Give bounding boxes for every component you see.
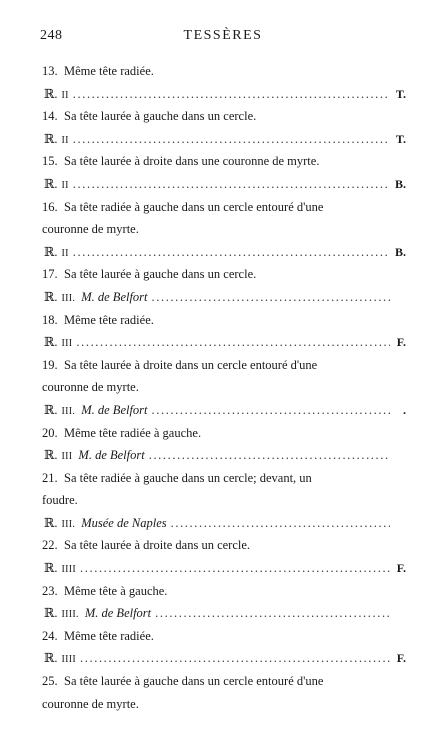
entry-description-text: Sa tête laurée à gauche dans un cercle entouré d'une [64,674,324,689]
running-title: TESSÈRES [183,28,263,43]
entry-reverse-line [42,331,406,354]
entry-description-line [42,60,406,83]
reverse-numeral: IIII. [61,609,79,621]
entry-description-text: Même tête à gauche. [64,583,168,598]
entry-description-line [42,263,406,286]
reverse-symbol: ℝ. [44,244,58,259]
entry-number: 18. [42,312,58,327]
reverse-numeral: III [61,451,73,463]
reverse-numeral: IIII [61,654,77,666]
entry-reverse-line [42,557,406,580]
entry-number: 14. [42,109,58,124]
collection-name: Musée de Naples [81,515,167,530]
entry-reverse-line [42,399,406,422]
entry-description-text: Même tête radiée. [64,64,154,78]
entry-number: 17. [42,267,58,282]
entry-description-text: Sa tête laurée à droite dans une couronne de myrte. [64,154,320,169]
collection-name: M. de Belfort [84,606,152,621]
entry-description-line [42,150,406,173]
catalogue-entry [42,580,406,625]
entry-description-line [42,625,406,648]
entry-number: 23. [42,583,58,598]
entry-number: 21. [42,470,58,485]
entries-list [42,60,406,715]
dot-leader [149,444,390,467]
reverse-symbol: ℝ. [44,131,58,146]
entry-number: 13. [42,64,58,78]
entry-description-line [42,670,406,693]
entry-description-line [42,309,406,332]
reverse-symbol: ℝ. [44,402,58,417]
reverse-symbol: ℝ. [44,606,58,621]
catalogue-entry [42,60,406,105]
reverse-numeral: II [61,179,69,191]
entry-description-line [42,354,406,377]
entry-number: 15. [42,154,58,169]
entry-description-line [42,376,406,399]
entry-reverse-line [42,128,406,151]
entry-description-line [42,580,406,603]
reverse-symbol: ℝ. [44,289,58,304]
dot-leader [152,399,390,422]
entry-number: 20. [42,425,58,440]
reverse-numeral: II [61,247,69,259]
entry-description-text: couronne de myrte. [42,222,139,237]
entry-reverse-line [42,83,406,106]
entry-description-text: Sa tête laurée à droite dans un cercle. [64,538,251,553]
reverse-numeral: II [61,134,69,146]
entry-description-line [42,422,406,445]
entry-description-text: Sa tête laurée à gauche dans un cercle. [64,267,257,282]
reverse-symbol: ℝ. [44,651,58,666]
page-header [40,28,406,46]
dot-leader [73,83,390,106]
entry-reverse-line [42,444,406,467]
reverse-numeral: III. [61,292,76,304]
entry-description-line [42,467,406,490]
collection-name: M. de Belfort [78,448,145,463]
reverse-numeral: III. [61,405,76,417]
entry-description-line [42,105,406,128]
source-mark: F. [396,561,406,576]
reverse-symbol: ℝ. [44,448,58,463]
dot-leader [152,286,390,309]
catalogue-entry [42,467,406,535]
catalogue-entry [42,354,406,422]
source-mark: T. [395,86,406,101]
entry-description-line [42,196,406,219]
entry-description-text: Même tête radiée à gauche. [64,425,202,440]
reverse-symbol: ℝ. [44,515,58,530]
collection-name: M. de Belfort [81,289,148,304]
catalogue-entry [42,309,406,354]
dot-leader [73,128,390,151]
dot-leader [73,173,390,196]
catalogue-entry [42,196,406,264]
reverse-numeral: III [61,338,73,350]
page-number: 248 [40,28,63,43]
entry-description-text: Sa tête laurée à gauche dans un cercle. [64,109,257,124]
reverse-symbol: ℝ. [44,561,58,576]
source-mark: B. [394,176,406,191]
catalogue-entry [42,422,406,467]
catalogue-entry [42,534,406,579]
dot-leader [73,241,390,264]
source-mark: B. [394,244,406,259]
collection-name: M. de Belfort [81,402,148,417]
entry-reverse-line [42,647,406,670]
entry-number: 25. [42,674,58,689]
reverse-symbol: ℝ. [44,86,58,101]
entry-description-text: Même tête radiée. [64,312,154,327]
catalogue-entry [42,625,406,670]
reverse-symbol: ℝ. [44,335,58,350]
entry-reverse-line [42,602,406,625]
entry-description-line [42,534,406,557]
entry-description-line [42,489,406,512]
catalogue-entry [42,105,406,150]
dot-leader [171,512,390,535]
source-mark: T. [395,131,406,146]
catalogue-entry [42,150,406,195]
reverse-numeral: IIII [61,564,77,576]
entry-description-text: couronne de myrte. [42,380,139,395]
entry-description-text: couronne de myrte. [42,696,139,711]
source-mark: . [403,402,406,417]
entry-description-text: Même tête radiée. [64,628,154,643]
dot-leader [155,602,390,625]
entry-reverse-line [42,286,406,309]
catalogue-entry [42,263,406,308]
reverse-numeral: III. [61,518,76,530]
entry-reverse-line [42,173,406,196]
entry-number: 16. [42,199,58,214]
dot-leader [76,331,390,354]
entry-description-text: Sa tête laurée à droite dans un cercle entouré d'une [64,357,318,372]
reverse-numeral: II [61,89,69,101]
entry-number: 24. [42,628,58,643]
entry-number: 22. [42,538,58,553]
entry-description-text: Sa tête radiée à gauche dans un cercle; devant, un [64,470,312,485]
entry-reverse-line [42,241,406,264]
source-mark: F. [396,335,406,350]
reverse-symbol: ℝ. [44,176,58,191]
dot-leader [80,647,390,670]
entry-description-text: Sa tête radiée à gauche dans un cercle entouré d'une [64,199,324,214]
entry-description-text: foudre. [42,493,78,508]
dot-leader [80,557,390,580]
entry-reverse-line [42,512,406,535]
entry-description-line [42,693,406,716]
entry-description-line [42,218,406,241]
source-mark: F. [396,651,406,666]
catalogue-entry [42,670,406,715]
entry-number: 19. [42,357,58,372]
